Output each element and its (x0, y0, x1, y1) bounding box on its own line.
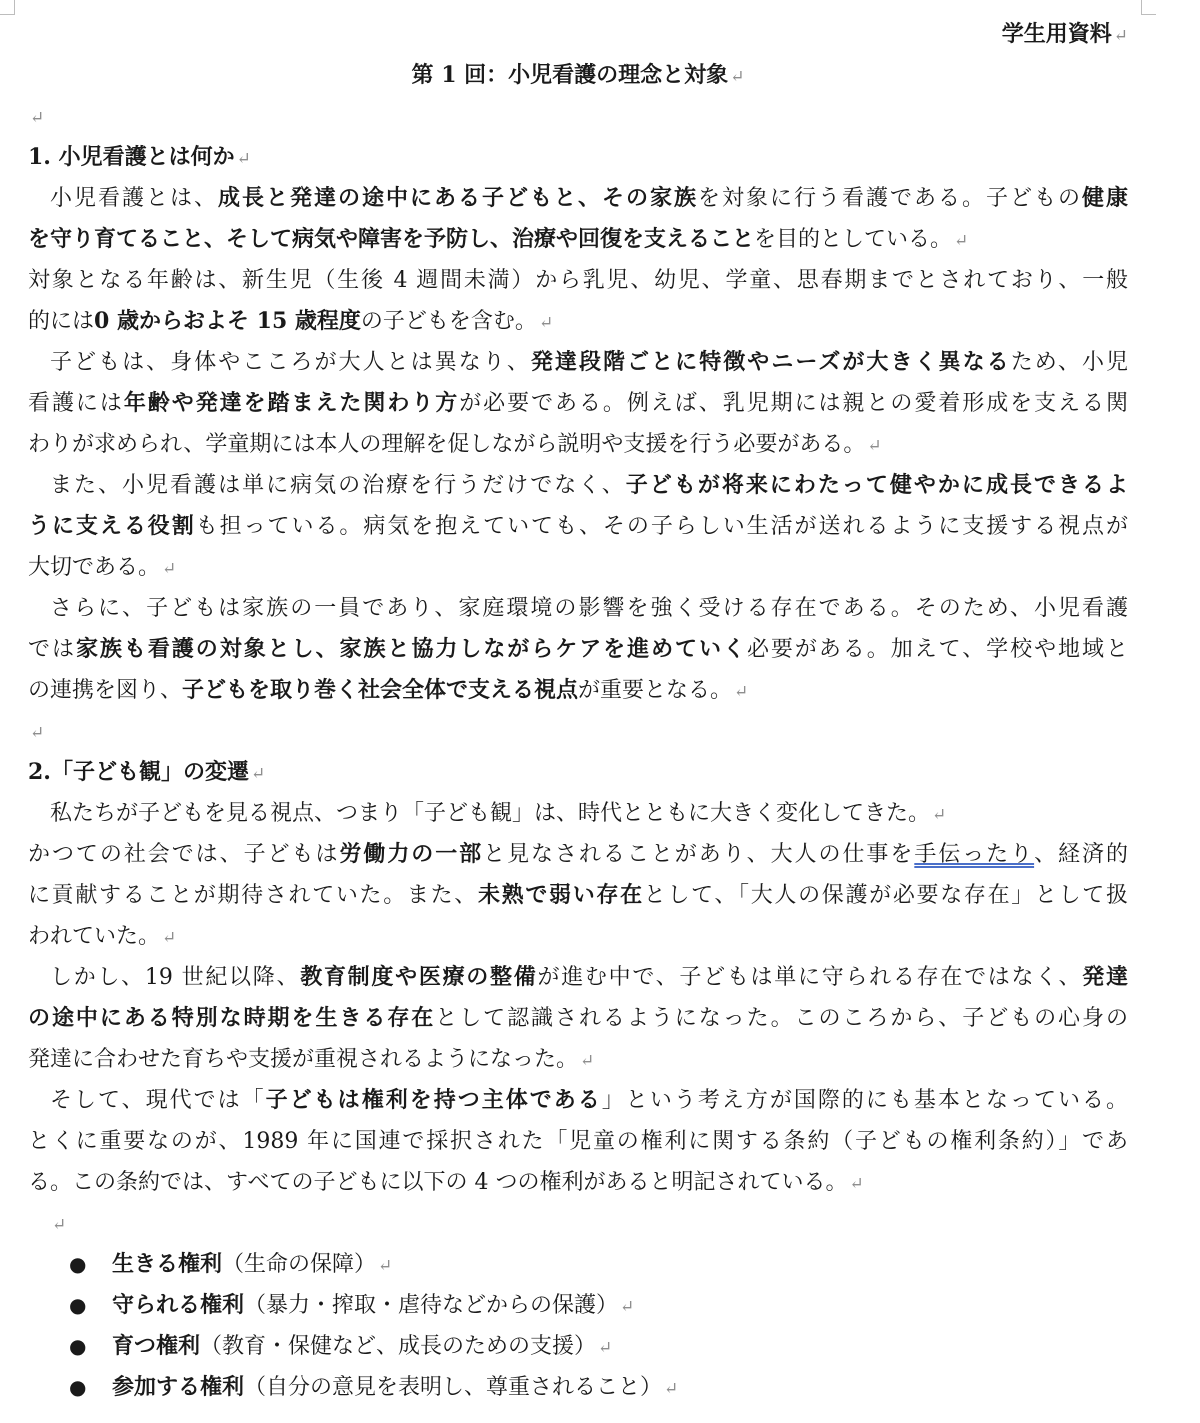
empty-paragraph: ↵ (52, 1215, 67, 1235)
document-title: 第 1 回：小児看護の理念と対象 ↵ (411, 62, 745, 88)
paragraph-line: さらに、子どもは家族の一員であり、家庭環境の影響を強く受ける存在である。そのため、小児看護 (50, 596, 1128, 621)
paragraph-line: かつての社会では、子どもは労働力の一部と見なされることがあり、大人の仕事を手伝ったり、経済的 (28, 841, 1128, 867)
paragraph-line: そして、現代では「子どもは権利を持つ主体である」という考え方が国際的にも基本となっている。 (50, 1087, 1128, 1113)
section-heading-2: 2.「子ども観」の変遷 ↵ (28, 759, 266, 785)
spellcheck-underlined-text[interactable]: 手伝ったり (914, 842, 1035, 867)
list-item: ● 生きる権利（生命の保障） ↵ (28, 1244, 1128, 1285)
list-item: ● 参加する権利（自分の意見を表明し、尊重されること） ↵ (28, 1367, 1128, 1408)
paragraph-line: 看護には年齢や発達を踏まえた関わり方が必要である。例えば、乳児期には親との愛着形成を支える関 (28, 390, 1128, 416)
paragraph-line: 小児看護とは、成長と発達の途中にある子どもと、その家族を対象に行う看護である。子どもの健康 (50, 185, 1128, 211)
paragraph-line: また、小児看護は単に病気の治療を行うだけでなく、子どもが将来にわたって健やかに成長できるよ (50, 472, 1128, 498)
header-label: 学生用資料 ↵ (1001, 21, 1128, 47)
paragraph-line: 子どもは、身体やこころが大人とは異なり、発達段階ごとに特徴やニーズが大きく異なるため、小児 (50, 349, 1128, 375)
bullet-icon: ● (69, 1252, 87, 1276)
paragraph-line: 発達に合わせた育ちや支援が重視されるようになった。 ↵ (28, 1047, 595, 1072)
paragraph-line: 大切である。 ↵ (28, 555, 177, 580)
list-item: ● 育つ権利（教育・保健など、成長のための支援） ↵ (28, 1326, 1128, 1367)
bullet-icon: ● (69, 1375, 87, 1399)
paragraph-line: わりが求められ、学童期には本人の理解を促しながら説明や支援を行う必要がある。 ↵ (28, 432, 882, 457)
paragraph-line: 私たちが子どもを見る視点、つまり「子ども観」は、時代とともに大きく変化してきた。 ↵ (50, 801, 947, 826)
paragraph-line: る。この条約では、すべての子どもに以下の 4 つの権利があると明記されている。 ↵ (28, 1170, 864, 1195)
rights-list (28, 1244, 1128, 1408)
paragraph-line: 対象となる年齢は、新生児（生後 4 週間未満）から乳児、幼児、学童、思春期までとされており、一般 (28, 268, 1128, 293)
paragraph-line: の途中にある特別な時期を生きる存在として認識されるようになった。このころから、子どもの心身の (28, 1005, 1128, 1031)
paragraph-line: うに支える役割も担っている。病気を抱えていても、その子らしい生活が送れるように支援する視点が (28, 513, 1128, 539)
paragraph-line: とくに重要なのが、1989 年に国連で採択された「児童の権利に関する条約（子どもの権利条約）」であ (28, 1129, 1128, 1154)
paragraph-line: に貢献することが期待されていた。また、未熟で弱い存在として、「大人の保護が必要な存在」として扱 (28, 882, 1128, 908)
list-item: ● 守られる権利（暴力・搾取・虐待などからの保護） ↵ (28, 1285, 1128, 1326)
empty-paragraph: ↵ (30, 723, 45, 743)
crop-mark-top-left (0, 0, 15, 15)
paragraph-line: 的には0 歳からおよそ 15 歳程度の子どもを含む。 ↵ (28, 308, 554, 334)
paragraph-line: の連携を図り、子どもを取り巻く社会全体で支える視点が重要となる。 ↵ (28, 677, 749, 703)
empty-paragraph: ↵ (30, 108, 45, 128)
paragraph-line: われていた。 ↵ (28, 924, 177, 949)
paragraph-line: では家族も看護の対象とし、家族と協力しながらケアを進めていく必要がある。加えて、学校や地域と (28, 636, 1128, 662)
bullet-icon: ● (69, 1334, 87, 1358)
crop-mark-top-right (1141, 0, 1156, 15)
document-body (28, 14, 1128, 1408)
paragraph-line: を守り育てること、そして病気や障害を予防し、治療や回復を支えることを目的としている。 ↵ (28, 226, 969, 252)
section-heading-1: 1. 小児看護とは何か ↵ (28, 144, 251, 170)
paragraph-line: しかし、19 世紀以降、教育制度や医療の整備が進む中で、子どもは単に守られる存在ではなく、発達 (50, 964, 1128, 990)
bullet-icon: ● (69, 1293, 87, 1317)
